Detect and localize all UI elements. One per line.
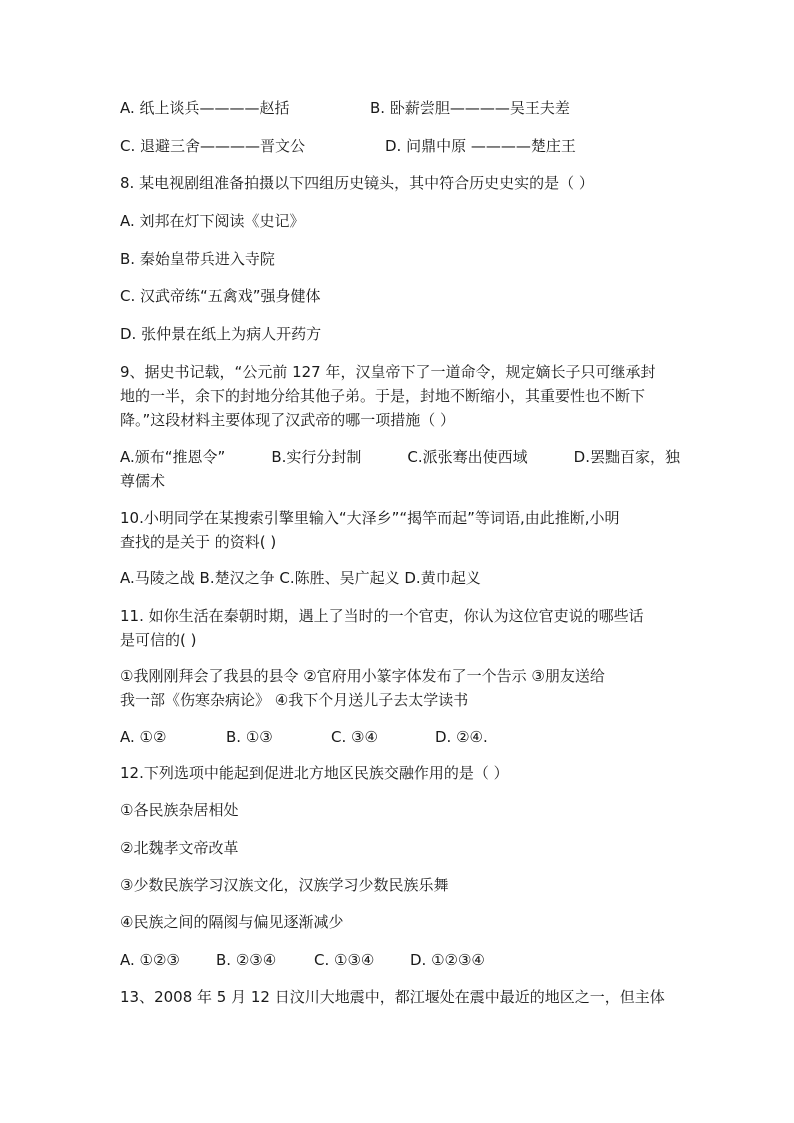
- q12-statement-4: ④民族之间的隔阂与偏见逐渐减少: [120, 913, 344, 931]
- q10-options: A.马陵之战 B.楚汉之争 C.陈胜、吴广起义 D.黄巾起义: [120, 569, 481, 587]
- q12-statement-1: ①各民族杂居相处: [120, 801, 239, 819]
- q12-option-c: C. ①③④: [314, 951, 375, 969]
- q8-option-c: C. 汉武帝练“五禽戏”强身健体: [120, 287, 321, 305]
- q11-option-d: D. ②④.: [435, 728, 488, 746]
- q11-stem-line2: 是可信的( ): [120, 631, 197, 649]
- q11-option-c: C. ③④: [331, 728, 378, 746]
- q8-option-b: B. 秦始皇带兵进入寺院: [120, 250, 275, 268]
- q10-stem-line1: 10.小明同学在某搜索引擎里输入“大泽乡”“揭竿而起”等词语,由此推断,小明: [120, 509, 620, 527]
- q11-option-a: A. ①②: [120, 728, 167, 746]
- q9-option-a: A.颁布“推恩令”: [120, 448, 226, 466]
- q12-option-a: A. ①②③: [120, 951, 180, 969]
- q12-options: [120, 950, 485, 970]
- q7-option-a: A. 纸上谈兵————赵括: [120, 99, 290, 117]
- q7-option-b: B. 卧薪尝胆————吴王夫差: [370, 99, 570, 117]
- q9-stem-line2: 地的一半，余下的封地分给其他子弟。于是，封地不断缩小，其重要性也不断下: [120, 387, 646, 405]
- q9-option-d: D.罢黜百家，独: [573, 448, 680, 466]
- q9-option-d-cont: 尊儒术: [120, 472, 166, 490]
- q9-option-c: C.派张骞出使西域: [407, 448, 528, 466]
- q11-statements-line1: ①我刚刚拜会了我县的县令 ②官府用小篆字体发布了一个告示 ③朋友送给: [120, 667, 605, 685]
- q9-options: [120, 447, 680, 467]
- q12-option-b: B. ②③④: [216, 951, 277, 969]
- q11-stem-line1: 11. 如你生活在秦朝时期，遇上了当时的一个官吏，你认为这位官吏说的哪些话: [120, 607, 644, 625]
- q7-option-c: C. 退避三舍————晋文公: [120, 137, 306, 155]
- q8-option-d: D. 张仲景在纸上为病人开药方: [120, 325, 322, 343]
- q11-option-b: B. ①③: [226, 728, 273, 746]
- q11-statements-line2: 我一部《伤寒杂病论》 ④我下个月送儿子去太学读书: [120, 691, 469, 709]
- q9-stem-line1: 9、据史书记载，“公元前 127 年，汉皇帝下了一道命令，规定嫡长子只可继承封: [120, 363, 656, 381]
- q8-stem: 8. 某电视剧组准备拍摄以下四组历史镜头，其中符合历史史实的是（ ）: [120, 174, 594, 192]
- q7-option-d: D. 问鼎中原 ————楚庄王: [385, 137, 576, 155]
- q12-stem: 12.下列选项中能起到促进北方地区民族交融作用的是（ ）: [120, 764, 509, 782]
- q10-stem-line2: 查找的是关于 的资料( ): [120, 533, 277, 551]
- q12-option-d: D. ①②③④: [410, 951, 485, 969]
- q9-option-b: B.实行分封制: [271, 448, 362, 466]
- q12-statement-3: ③少数民族学习汉族文化，汉族学习少数民族乐舞: [120, 876, 449, 894]
- q9-stem-line3: 降。”这段材料主要体现了汉武帝的哪一项措施（ ）: [120, 411, 456, 429]
- q12-statement-2: ②北魏孝文帝改革: [120, 839, 239, 857]
- q13-stem-line1: 13、2008 年 5 月 12 日汶川大地震中，都江堰处在震中最近的地区之一，但主体: [120, 988, 665, 1006]
- q8-option-a: A. 刘邦在灯下阅读《史记》: [120, 212, 305, 230]
- q11-options: [120, 727, 488, 747]
